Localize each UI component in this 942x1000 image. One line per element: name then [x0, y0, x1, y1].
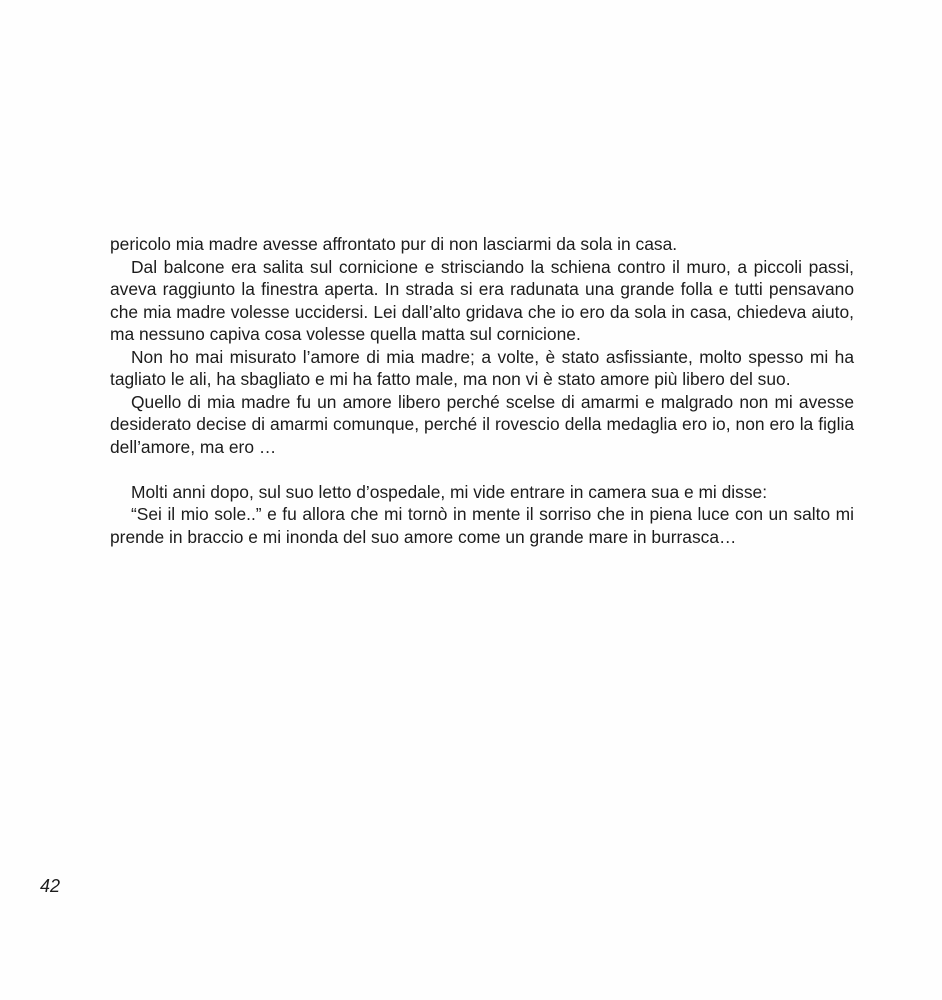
paragraph: Molti anni dopo, sul suo letto d’ospedale, mi vide entrare in camera sua e mi disse:: [131, 481, 768, 502]
body-text: [110, 233, 854, 548]
paragraph: “Sei il mio sole..” e fu allora che mi tornò in mente il sorriso che in piena luce con un salto mi prende in braccio e mi inonda del suo amore come un grande mare in burrasca…: [110, 504, 854, 547]
paragraph: Non ho mai misurato l’amore di mia madre; a volte, è stato asfissiante, molto spesso mi ha tagliato le ali, ha sbagliato e mi ha fatto male, ma non vi è stato amore più libero del suo.: [110, 346, 854, 389]
paragraph: pericolo mia madre avesse affrontato pur di non lasciarmi da sola in casa.: [110, 234, 678, 254]
paragraph: Dal balcone era salita sul cornicione e strisciando la schiena contro il muro, a piccoli passi, aveva raggiunto la finestra aperta. In strada si era radunata una grande folla e tutti pensavano che mia madre volesse uccidersi. Lei dall’alto gridava che io ero da sola in casa, chiedeva aiuto, ma nessuno capiva cosa volesse quella matta sul cornicione.: [110, 256, 854, 344]
page-number: 42: [40, 876, 61, 896]
paragraph: Quello di mia madre fu un amore libero perché scelse di amarmi e malgrado non mi avesse desiderato decise di amarmi comunque, perché il rovescio della medaglia ero io, non ero la figlia dell’amore, ma ero …: [110, 391, 854, 457]
